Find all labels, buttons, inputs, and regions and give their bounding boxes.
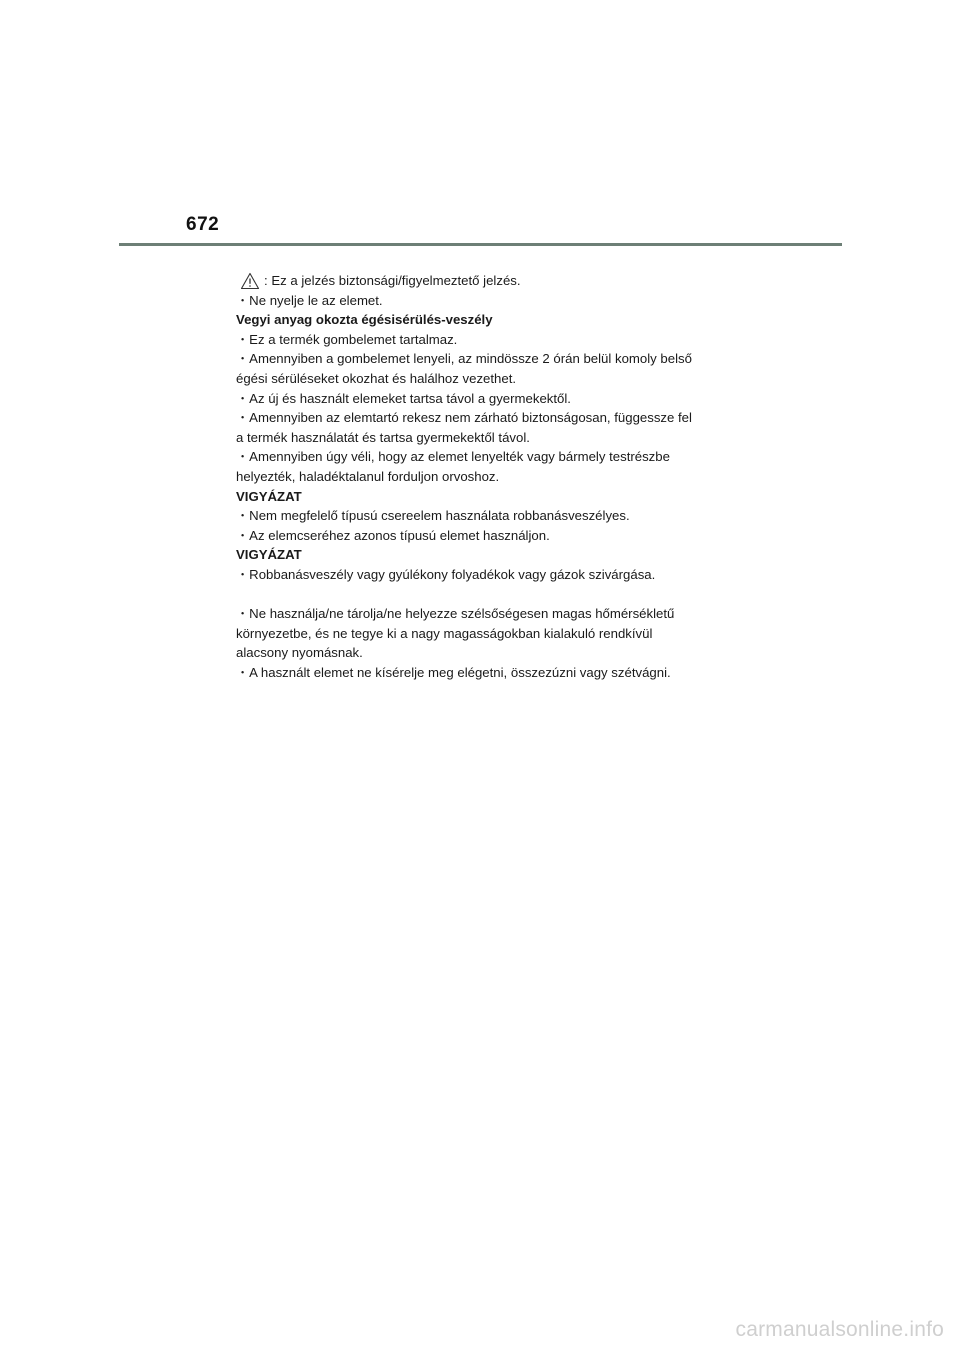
section-heading: VIGYÁZAT [236, 488, 302, 504]
text-line: ・Robbanásveszély vagy gyúlékony folyadékok vagy gázok szivárgása. [236, 566, 656, 582]
header-rule [119, 243, 842, 246]
text-line: ・Ez a termék gombelemet tartalmaz. [236, 331, 458, 347]
text-line: a termék használatát és tartsa gyermekektől távol. [236, 429, 530, 445]
section-heading: VIGYÁZAT [236, 547, 302, 563]
text-line: égési sérüléseket okozhat és halálhoz vezethet. [236, 370, 517, 386]
text-line: ・A használt elemet ne kísérelje meg elégetni, összezúzni vagy szétvágni. [236, 664, 671, 680]
page-number: 672 [186, 214, 220, 235]
text-line: ・Amennyiben az elemtartó rekesz nem zárható biztonságosan, függessze fel [236, 410, 692, 426]
text-line: helyezték, haladéktalanul forduljon orvoshoz. [236, 468, 500, 484]
symbol-legend-text: : Ez a jelzés biztonsági/figyelmeztető jelzés. [264, 273, 521, 288]
text-line: ・Ne használja/ne tárolja/ne helyezze szélsőségesen magas hőmérsékletű [236, 606, 675, 622]
text-line: ・Az elemcseréhez azonos típusú elemet használjon. [236, 527, 550, 543]
text-line: ・Amennyiben úgy véli, hogy az elemet lenyelték vagy bármely testrészbe [236, 449, 670, 465]
blank-line [236, 585, 756, 605]
text-line: környezetbe, és ne tegye ki a nagy magasságokban kialakuló rendkívül [236, 625, 653, 641]
text-lines [236, 291, 756, 683]
text-line: ・Az új és használt elemeket tartsa távol a gyermekektől. [236, 390, 571, 406]
warning-triangle-icon [240, 272, 260, 290]
watermark: carmanualsonline.info [735, 1318, 944, 1341]
text-line: ・Ne nyelje le az elemet. [236, 292, 383, 308]
text-line: ・Nem megfelelő típusú csereelem használata robbanásveszélyes. [236, 508, 630, 524]
document-body [236, 271, 756, 682]
symbol-legend [236, 271, 756, 291]
text-line: alacsony nyomásnak. [236, 645, 363, 661]
text-line: ・Amennyiben a gombelemet lenyeli, az mindössze 2 órán belül komoly belső [236, 351, 692, 367]
section-heading: Vegyi anyag okozta égésisérülés-veszély [236, 312, 493, 328]
